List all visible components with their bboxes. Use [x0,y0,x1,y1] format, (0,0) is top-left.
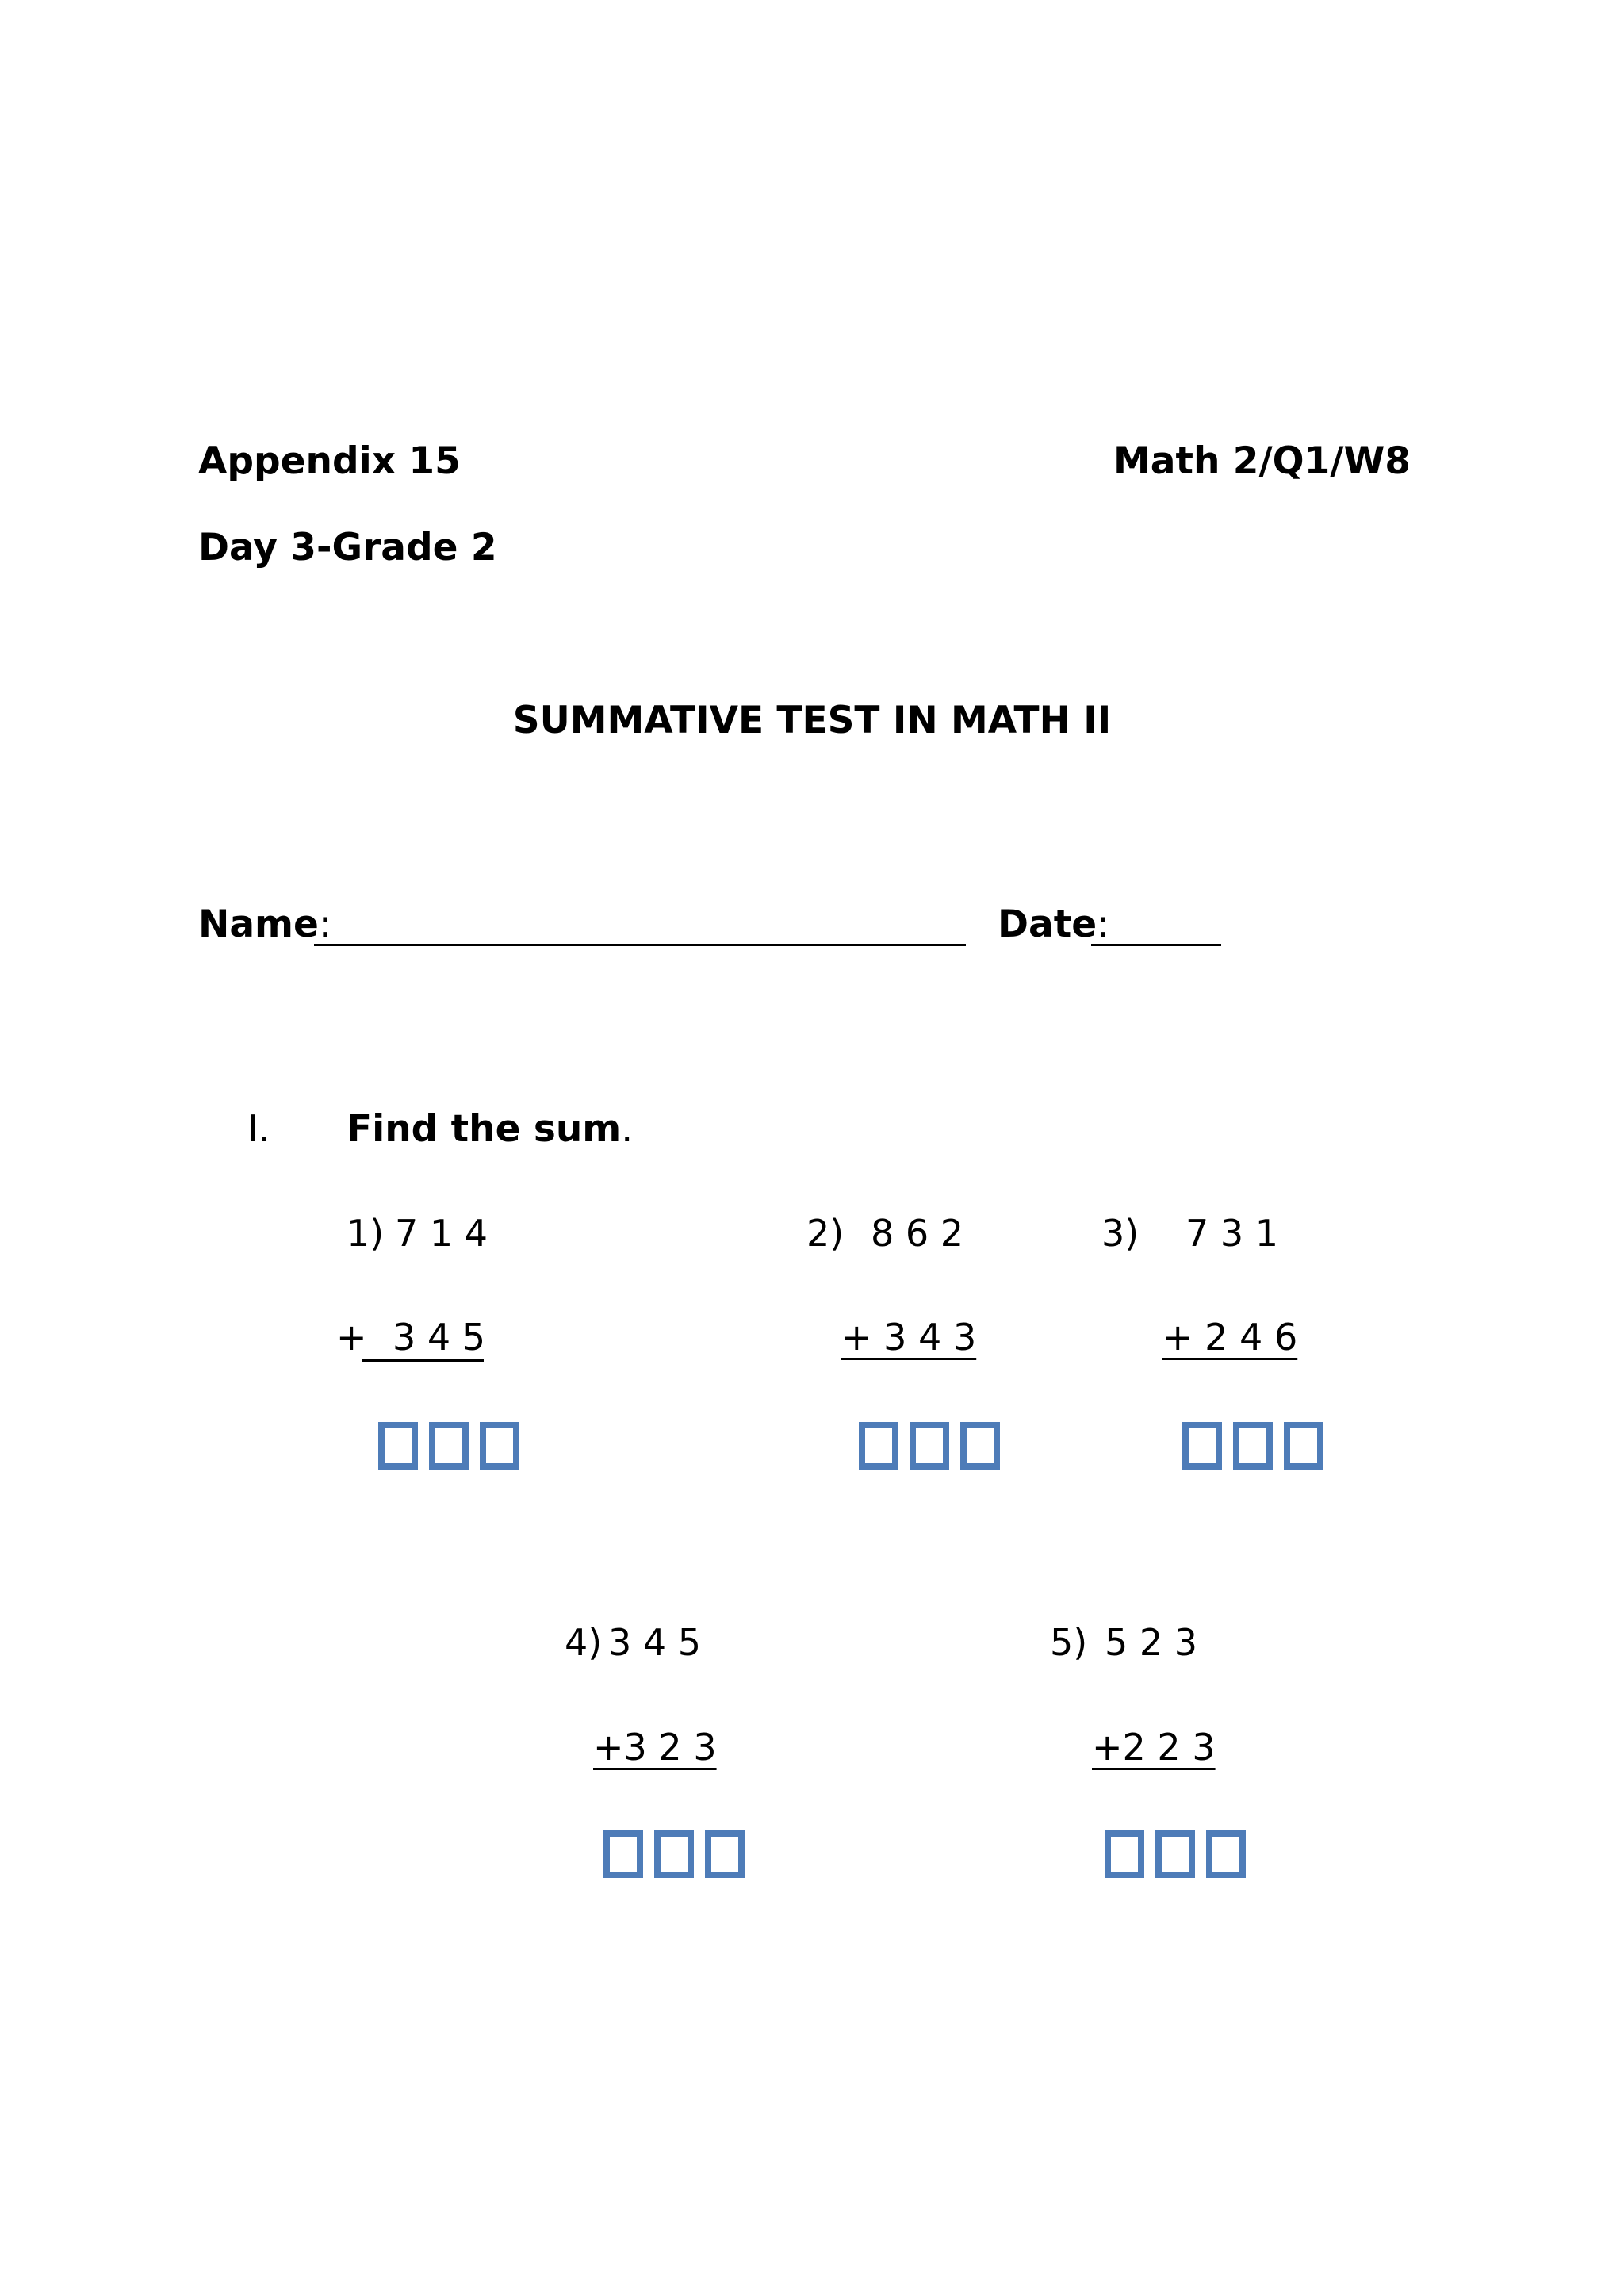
problem-4-label: 4) [565,1621,603,1664]
problem-4-answer-boxes [603,1830,745,1878]
answer-box[interactable] [910,1422,949,1470]
name-blank-line[interactable] [314,944,966,946]
answer-box[interactable] [654,1830,694,1878]
problem-2-label: 2) [806,1212,845,1255]
day-grade-label: Day 3-Grade 2 [198,526,497,569]
answer-box[interactable] [1233,1422,1273,1470]
problem-2-answer-boxes [859,1422,1000,1470]
course-code: Math 2/Q1/W8 [1113,439,1411,483]
problem-1-answer-boxes [378,1422,519,1470]
problem-1-top-number: 7 1 4 [395,1212,488,1255]
answer-box[interactable] [480,1422,519,1470]
answer-box[interactable] [429,1422,469,1470]
problem-3-bottom-number: + 2 4 6 [1162,1316,1298,1359]
appendix-label: Appendix 15 [198,439,461,483]
answer-box[interactable] [1155,1830,1195,1878]
answer-box[interactable] [960,1422,1000,1470]
problem-4-top-number: 3 4 5 [608,1621,702,1664]
problem-2-top-number: 8 6 2 [871,1212,964,1255]
answer-box[interactable] [1182,1422,1222,1470]
answer-box[interactable] [378,1422,418,1470]
date-blank-line[interactable] [1091,944,1221,946]
problem-4-bottom-number: +3 2 3 [593,1726,717,1769]
problem-5-top-number: 5 2 3 [1105,1621,1198,1664]
answer-box[interactable] [705,1830,745,1878]
problem-1-bottom-number: 3 4 5 [393,1316,486,1359]
problem-5-answer-boxes [1105,1830,1246,1878]
section-instruction: Find the sum. [347,1107,634,1151]
problem-5-bottom-number: +2 2 3 [1092,1726,1216,1769]
name-field-label: Name: [198,903,331,946]
problem-3-answer-boxes [1182,1422,1323,1470]
problem-3-label: 3) [1101,1212,1139,1255]
answer-box[interactable] [603,1830,643,1878]
problem-1-label: 1) [347,1212,385,1255]
section-number: I. [247,1107,270,1150]
problem-2-bottom-number: + 3 4 3 [841,1316,977,1359]
problem-5-label: 5) [1050,1621,1088,1664]
problem-1-plus-sign: + [336,1316,367,1359]
answer-box[interactable] [1284,1422,1323,1470]
problem-3-top-number: 7 3 1 [1185,1212,1279,1255]
page-title: SUMMATIVE TEST IN MATH II [512,699,1112,742]
answer-box[interactable] [1206,1830,1246,1878]
date-field-label: Date: [998,903,1109,946]
problem-1-sum-line [362,1359,484,1362]
answer-box[interactable] [1105,1830,1144,1878]
answer-box[interactable] [859,1422,898,1470]
